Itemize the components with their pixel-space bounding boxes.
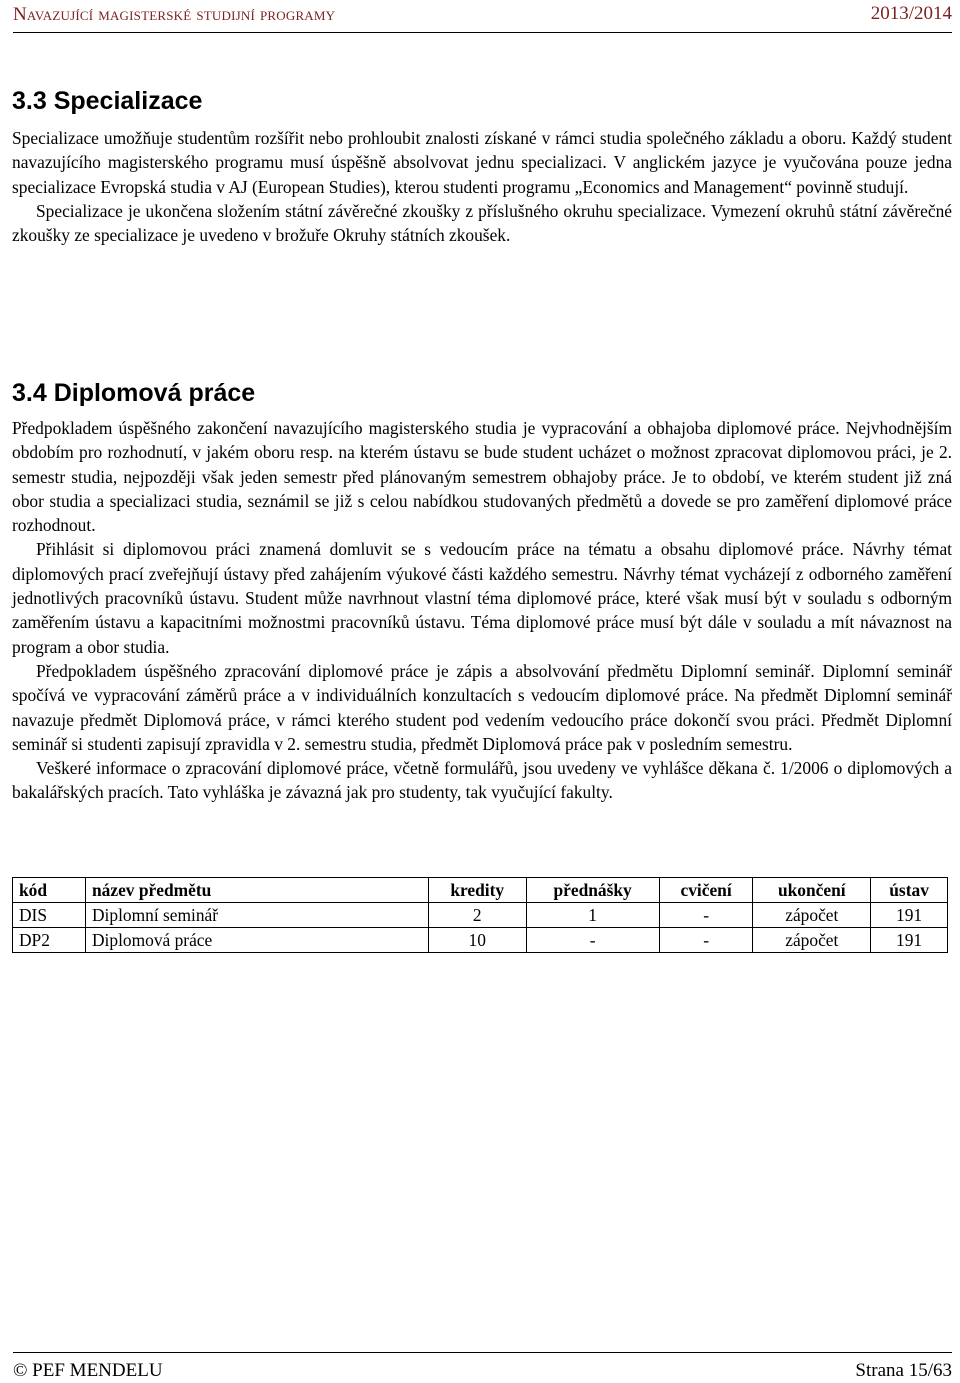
paragraph: Předpokladem úspěšného zpracování diplomové práce je zápis a absolvování předmětu Diplomní seminář. Diplomní seminář spočívá ve vypracování záměrů práce a v individuálních konzultacích s vedoucím diplomové práce. Na předmět Diplomní seminář navazuje předmět Diplomová práce, v rámci kterého student pod vedením vedoucího práce dokončí svou práci. Předmět Diplomní seminář si studenti zapisují zpravidla v 2. semestru studia, předmět Diplomová práce pak v posledním semestru. [12,660,952,754]
column-header-exercises: cvičení [659,878,753,903]
course-table [12,877,948,953]
footer-page-number: Strana 15/63 [855,1360,952,1381]
column-header-completion: ukončení [753,878,871,903]
cell-name: Diplomová práce [86,928,429,953]
header-title: Navazující magisterské studijní programy [13,4,336,25]
cell-exercises: - [659,903,753,928]
table-row [13,903,948,928]
page-header [13,0,952,33]
column-header-code: kód [13,878,86,903]
cell-completion: zápočet [753,903,871,928]
cell-department: 191 [871,928,948,953]
header-year: 2013/2014 [870,3,952,24]
paragraph: Specializace umožňuje studentům rozšířit nebo prohloubit znalosti získané v rámci studia společného základu a oboru. Každý student navazujícího magisterského programu musí úspěšně absolvovat jednu specializaci. V anglickém jazyce je vyučována pouze jedna specializace Evropská studia v AJ (European Studies), kterou studenti programu „Economics and Management“ povinně studují. [12,128,952,197]
cell-lectures: 1 [526,903,659,928]
footer-copyright: © PEF MENDELU [13,1360,163,1381]
page-footer [13,1352,952,1383]
cell-completion: zápočet [753,928,871,953]
section-heading: 3.3 Specializace [12,87,203,115]
cell-credits: 2 [429,903,527,928]
cell-department: 191 [871,903,948,928]
paragraph: Veškeré informace o zpracování diplomové práce, včetně formulářů, jsou uvedeny ve vyhlášce děkana č. 1/2006 o diplomových a bakalářských pracích. Tato vyhláška je závazná jak pro studenty, tak vyučující fakulty. [12,758,952,803]
table-header-row [13,878,948,903]
column-header-lectures: přednášky [526,878,659,903]
section-heading: 3.4 Diplomová práce [12,379,256,407]
column-header-name: název předmětu [86,878,429,903]
paragraph: Přihlásit si diplomovou práci znamená domluvit se s vedoucím práce na tématu a obsahu diplomové práce. Návrhy témat diplomových prací zveřejňují ústavy před zahájením výukové části každého semestru. Návrhy témat vycházejí z odborného zaměření jednotlivých pracovníků ústavu. Student může navrhnout vlastní téma diplomové práce, které však musí být v souladu s odborným zaměřením ústavu a kapacitními možnostmi pracovníků ústavu. Téma diplomové práce musí být dále v souladu a mít návaznost na program a obor studia. [12,539,952,657]
cell-lectures: - [526,928,659,953]
table-row [13,928,948,953]
column-header-department: ústav [871,878,948,903]
section-diplomova-prace [12,378,952,805]
cell-exercises: - [659,928,753,953]
cell-code: DIS [13,903,86,928]
paragraph: Specializace je ukončena složením státní závěrečné zkoušky z příslušného okruhu specializace. Vymezení okruhů státní závěrečné zkoušky ze specializace je uvedeno v brožuře Okruhy státních zkoušek. [12,200,952,246]
paragraph: Předpokladem úspěšného zakončení navazujícího magisterského studia je vypracování a obhajoba diplomové práce. Nejvhodnějším obdobím pro rozhodnutí, v jakém oboru resp. na kterém ústavu se bude student ucházet o možnost zpracovat diplomovou práci, je 2. semestr studia, nejpozději však jeden semestr před plánovaným semestrem obhajoby práce. Je to období, ve kterém student již zná obor studia a specializaci studia, seznámil se již s celou nabídkou studovaných předmětů a dovede se pro zaměření diplomové práce rozhodnout. [12,418,952,536]
column-header-credits: kredity [429,878,527,903]
section-specializace [12,86,952,247]
cell-credits: 10 [429,928,527,953]
cell-code: DP2 [13,928,86,953]
cell-name: Diplomní seminář [86,903,429,928]
